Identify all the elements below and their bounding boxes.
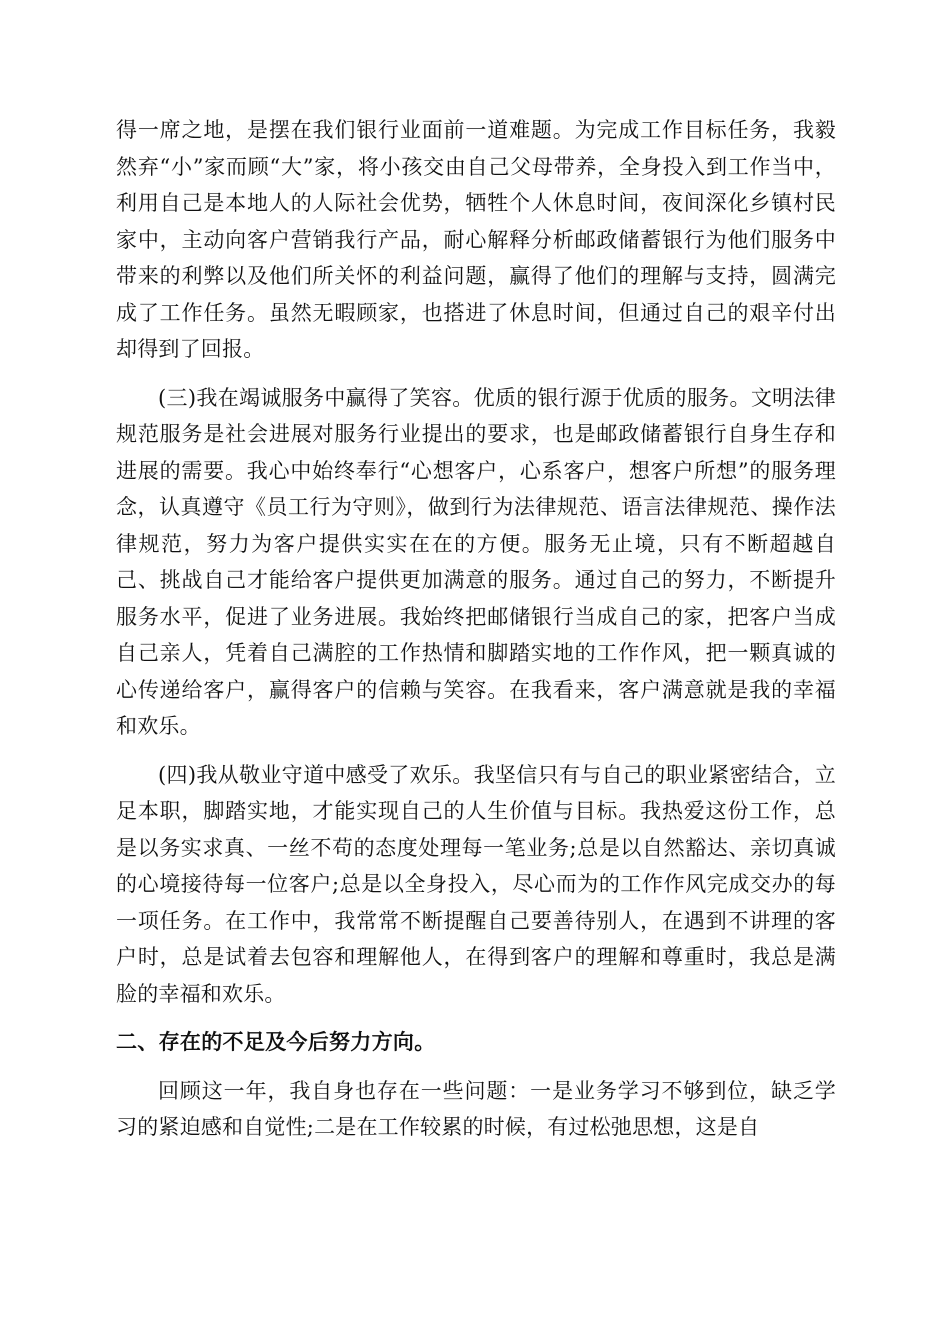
document-body xyxy=(116,112,836,1146)
paragraph-spacer xyxy=(116,368,836,380)
section-heading: 二、存在的不足及今后努力方向。 xyxy=(116,1030,436,1054)
paragraph-section-three: (三)我在竭诚服务中赢得了笑容。优质的银行源于优质的服务。文明法律规范服务是社会进展对服务行业提出的要求，也是邮政储蓄银行自身生存和进展的需要。我心中始终奉行“心想客户，心系客户，想客户所想”的服务理念，认真遵守《员工行为守则》，做到行为法律规范、语言法律规范、操作法律规范，努力为客户提供实实在在的方便。服务无止境，只有不断超越自己、挑战自己才能给客户提供更加满意的服务。通过自己的努力，不断提升服务水平，促进了业务进展。我始终把邮储银行当成自己的家，把客户当成自己亲人，凭着自己满腔的工作热情和脚踏实地的工作作风，把一颗真诚的心传递给客户，赢得客户的信赖与笑容。在我看来，客户满意就是我的幸福和欢乐。 xyxy=(116,385,836,738)
paragraph-spacer xyxy=(116,1061,836,1073)
paragraph-spacer xyxy=(116,745,836,757)
paragraph-continued: 得一席之地，是摆在我们银行业面前一道难题。为完成工作目标任务，我毅然弃“小”家而顾“大”家，将小孩交由自己父母带养，全身投入到工作当中，利用自己是本地人的人际社会优势，牺牲个人休息时间，夜间深化乡镇村民家中，主动向客户营销我行产品，耐心解释分析邮政储蓄银行为他们服务中带来的利弊以及他们所关怀的利益问题，赢得了他们的理解与支持，圆满完成了工作任务。虽然无暇顾家，也搭进了休息时间，但通过自己的艰辛付出却得到了回报。 xyxy=(116,118,836,361)
paragraph-section-four: (四)我从敬业守道中感受了欢乐。我坚信只有与自己的职业紧密结合，立足本职，脚踏实地，才能实现自己的人生价值与目标。我热爱这份工作，总是以务实求真、一丝不苟的态度处理每一笔业务;总是以自然豁达、亲切真诚的心境接待每一位客户;总是以全身投入，尽心而为的工作作风完成交办的每一项任务。在工作中，我常常不断提醒自己要善待别人，在遇到不讲理的客户时，总是试着去包容和理解他人，在得到客户的理解和尊重时，我总是满脸的幸福和欢乐。 xyxy=(116,762,836,1006)
paragraph-review: 回顾这一年，我自身也存在一些问题：一是业务学习不够到位，缺乏学习的紧迫感和自觉性;二是在工作较累的时候，有过松弛思想，这是自 xyxy=(116,1078,836,1139)
paragraph-spacer xyxy=(116,1012,836,1024)
